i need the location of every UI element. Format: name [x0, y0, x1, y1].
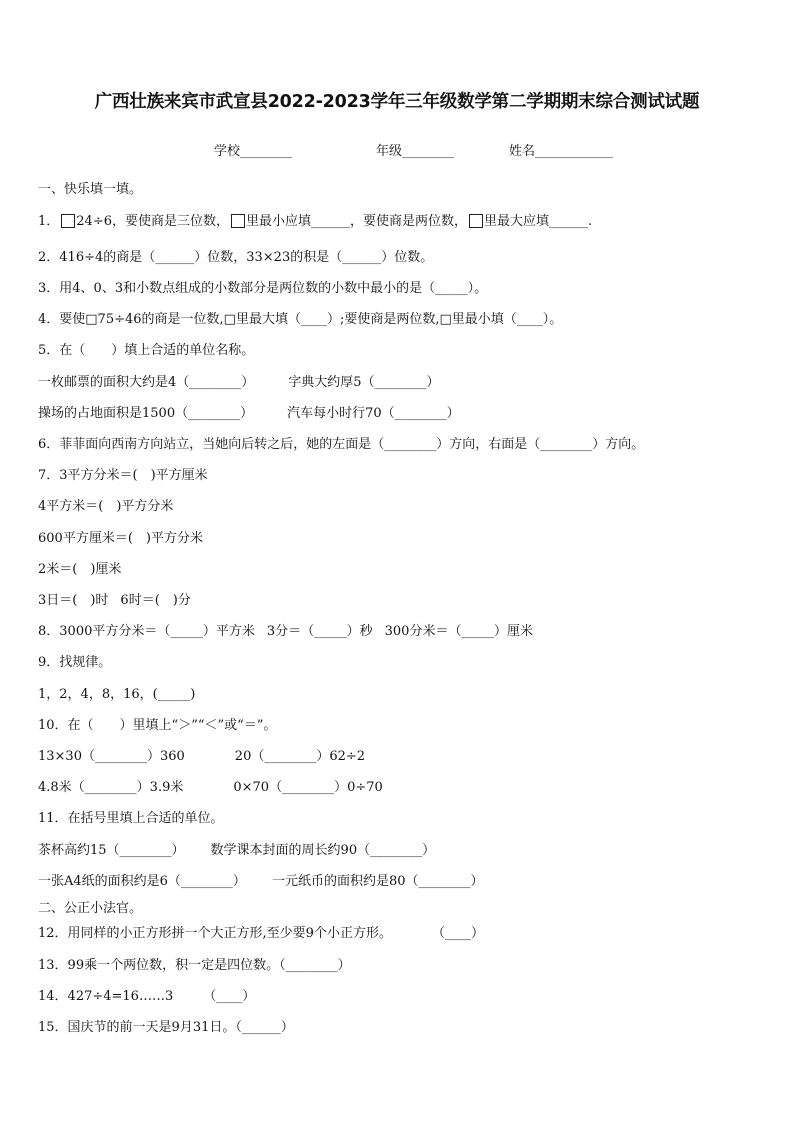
- question-12-text: 12．用同样的小正方形拼一个大正方形,至少要9个小正方形。: [38, 926, 392, 941]
- question-15: 15．国庆节的前一天是9月31日。（______）: [38, 1020, 294, 1035]
- question-8-item: 8．3000平方分米＝（_____）平方米: [38, 624, 255, 639]
- question-1-number: 1．: [38, 214, 60, 229]
- question-7-item: 3日＝( )时: [38, 593, 109, 608]
- question-5-item: 字典大约厚5（________）: [288, 375, 440, 390]
- question-5-item: 一枚邮票的面积大约是4（________）: [38, 375, 255, 390]
- question-12-blank: （____）: [431, 926, 484, 941]
- question-10-stem: 10．在（ ）里填上“＞”“＜”或“＝”。: [38, 718, 277, 733]
- question-14: [38, 988, 255, 1006]
- name-field[interactable]: 姓名____________: [509, 144, 614, 159]
- question-12: [38, 925, 484, 943]
- question-10-item: 20（________）62÷2: [234, 749, 366, 764]
- question-8-item: 300分米＝（_____）厘米: [384, 624, 533, 639]
- square-blank-icon: [61, 214, 75, 228]
- question-11-item: 茶杯高约15（________）: [38, 843, 185, 858]
- question-8-item: 3分＝（_____）秒: [266, 624, 373, 639]
- question-7-line-3: 600平方厘米＝( )平方分米: [38, 531, 203, 546]
- question-10-row-2: [38, 779, 383, 797]
- question-8: [38, 623, 533, 641]
- question-11-item: 一元纸币的面积约是80（________）: [271, 874, 484, 889]
- question-5-item: 汽车每小时行70（________）: [287, 406, 460, 421]
- question-13: 13．99乘一个两位数，积一定是四位数。（________）: [38, 958, 351, 973]
- question-3: 3．用4、0、3和小数点组成的小数部分是两位数的小数中最小的是（_____）。: [38, 281, 488, 296]
- square-blank-icon: [231, 214, 245, 228]
- question-9-stem: 9．找规律。: [38, 655, 112, 670]
- question-5-row-2: [38, 405, 460, 423]
- question-1-part-b: 24÷6，要使商是三位数，: [76, 214, 229, 229]
- question-7-line-2: 4平方米＝( )平方分米: [38, 499, 174, 514]
- question-14-text: 14．427÷4=16……3: [38, 989, 174, 1004]
- question-14-blank: （____）: [203, 989, 256, 1004]
- question-1: [38, 213, 592, 231]
- question-4: 4．要使□75÷46的商是一位数,□里最大填（____）;要使商是两位数,□里最小填（____）。: [38, 312, 563, 327]
- question-7-item: 6时＝( )分: [120, 593, 191, 608]
- section-2-heading: 二、公正小法官。: [38, 901, 143, 916]
- question-7-line-5: [38, 592, 191, 610]
- question-5-stem: 5．在（ ）填上合适的单位名称。: [38, 343, 255, 358]
- question-11-item: 数学课本封面的周长约90（________）: [210, 843, 436, 858]
- question-10-row-1: [38, 748, 365, 766]
- question-11-row-2: [38, 873, 483, 891]
- question-6: 6．菲菲面向西南方向站立，当她向后转之后，她的左面是（________）方向，右面是（________）方向。: [38, 437, 645, 452]
- question-11-item: 一张A4纸的面积约是6（________）: [38, 874, 246, 889]
- question-7-line-1: 7．3平方分米＝( )平方厘米: [38, 468, 208, 483]
- question-1-part-c: 里最小应填______，要使商是两位数，: [246, 214, 468, 229]
- grade-field[interactable]: 年级________: [376, 144, 455, 159]
- question-10-item: 4.8米（________）3.9米: [38, 780, 184, 795]
- question-11-row-1: [38, 842, 435, 860]
- question-7-line-4: 2米＝( )厘米: [38, 562, 122, 577]
- section-1-heading: 一、快乐填一填。: [38, 182, 143, 197]
- question-10-item: 13×30（________）360: [38, 749, 185, 764]
- page-title: 广西壮族来宾市武宣县2022-2023学年三年级数学第二学期期末综合测试试题: [94, 92, 700, 112]
- question-10-item: 0×70（________）0÷70: [233, 780, 383, 795]
- question-9-sequence: 1，2，4，8，16，(_____): [38, 687, 196, 702]
- question-1-part-d: 里最大应填______.: [484, 214, 593, 229]
- question-2: 2．416÷4的商是（______）位数，33×23的积是（______）位数。: [38, 250, 434, 265]
- question-11-stem: 11．在括号里填上合适的单位。: [38, 811, 224, 826]
- school-field[interactable]: 学校________: [214, 144, 293, 159]
- question-5-row-1: [38, 374, 440, 392]
- square-blank-icon: [469, 214, 483, 228]
- question-5-item: 操场的占地面积是1500（________）: [38, 406, 254, 421]
